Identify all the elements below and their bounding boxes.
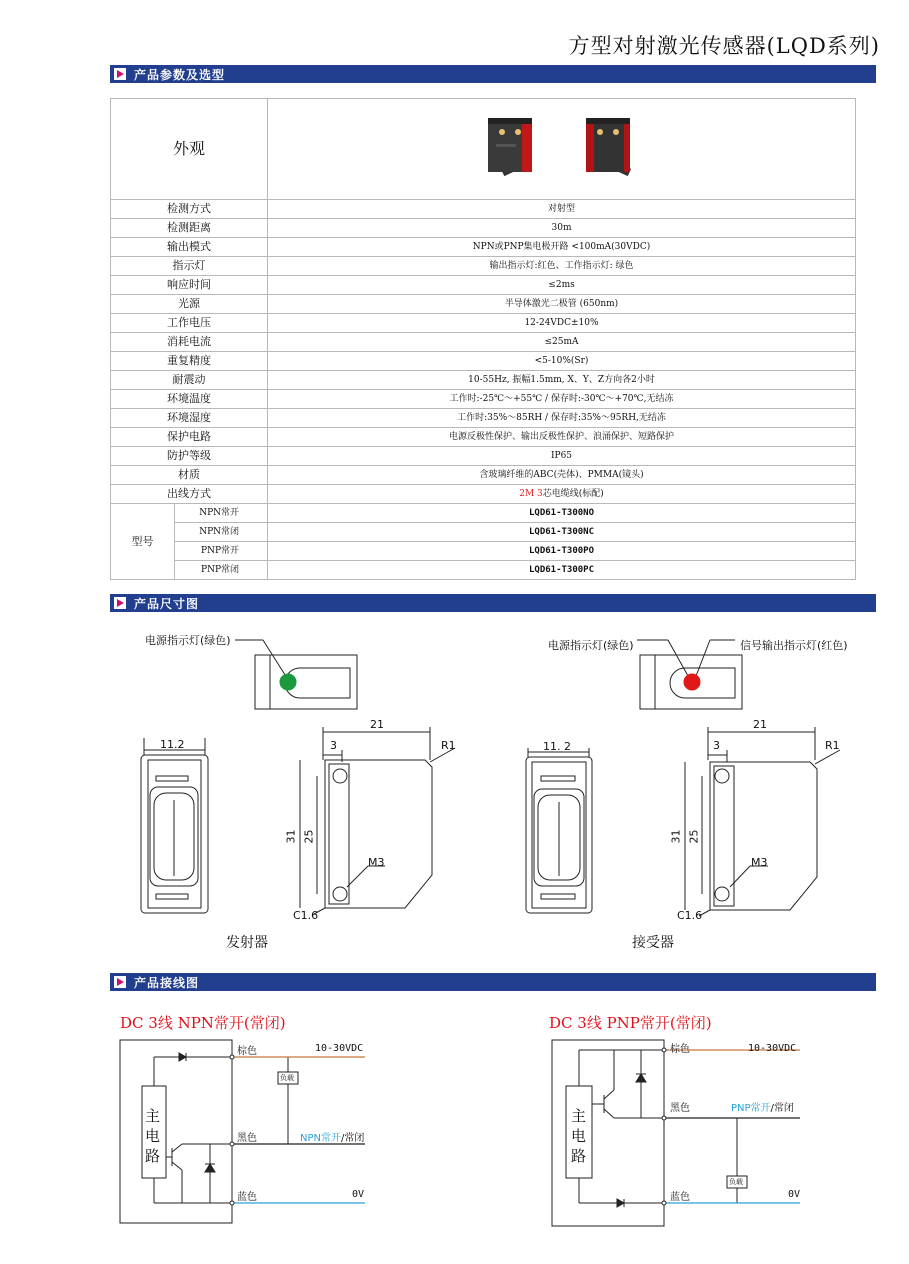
- sensor-photo-image: [462, 104, 662, 188]
- section-title: 产品尺寸图: [134, 597, 200, 611]
- spec-row: [111, 238, 856, 257]
- npn-load-label: 负载: [280, 1074, 294, 1082]
- pnp-wiring-title: DC 3线 PNP常开(常闭): [549, 1014, 712, 1032]
- spec-value: 对射型: [268, 200, 856, 219]
- spec-value: 10-55Hz, 振幅1.5mm, X、Y、Z方向各2小时: [268, 371, 856, 390]
- power-led-label-right: 电源指示灯(绿色): [548, 639, 634, 652]
- section-arrow-icon: [114, 976, 126, 988]
- product-photos: [268, 99, 856, 200]
- section-title: 产品接线图: [134, 976, 200, 990]
- spec-row: [111, 447, 856, 466]
- spec-value: 12-24VDC±10%: [268, 314, 856, 333]
- appearance-label: 外观: [111, 99, 268, 200]
- power-led-label-left: 电源指示灯(绿色): [145, 634, 231, 647]
- spec-row: [111, 257, 856, 276]
- spec-key: 环境湿度: [111, 409, 268, 428]
- spec-row: [111, 314, 856, 333]
- spec-row: [111, 333, 856, 352]
- spec-value: 工作时:-25℃～+55℃ / 保存时:-30℃～+70℃,无结冻: [268, 390, 856, 409]
- emitter-caption: 发射器: [226, 935, 268, 951]
- dim-offset-left: 3: [330, 739, 337, 752]
- spec-key: 检测距离: [111, 219, 268, 238]
- dim-height-right: 31: [669, 829, 683, 844]
- spec-value: ≤2ms: [268, 276, 856, 295]
- receiver-caption: 接受器: [632, 935, 674, 951]
- npn-brown-label: 棕色: [237, 1046, 257, 1057]
- npn-output-label: [300, 1129, 364, 1144]
- dim-length-left: 21: [370, 718, 384, 731]
- spec-key: 耐震动: [111, 371, 268, 390]
- model-code: LQD61-T300PC: [268, 561, 856, 580]
- dim-thread-left: M3: [368, 856, 385, 869]
- dim-radius-right: R1: [825, 739, 840, 752]
- dim-thread-right: M3: [751, 856, 768, 869]
- appearance-row: [111, 99, 856, 200]
- spec-key: 材质: [111, 466, 268, 485]
- dim-width-left: 11.2: [160, 738, 185, 751]
- spec-key: 消耗电流: [111, 333, 268, 352]
- spec-key: 响应时间: [111, 276, 268, 295]
- pnp-output-label: [731, 1099, 794, 1114]
- npn-wiring-title: DC 3线 NPN常开(常闭): [120, 1014, 286, 1032]
- model-row: [111, 504, 856, 523]
- section-arrow-icon: [114, 68, 126, 80]
- model-label: 型号: [111, 504, 175, 580]
- dim-chamfer-right: C1.6: [677, 909, 703, 922]
- npn-nc-text: /常闭: [341, 1133, 365, 1144]
- dim-hole-right: 25: [687, 829, 701, 844]
- npn-0v-label: 0V: [352, 1189, 365, 1200]
- spec-row: [111, 409, 856, 428]
- model-variant: NPN常开: [175, 504, 268, 523]
- spec-value: 含玻璃纤维的ABC(壳体)、PMMA(镜头): [268, 466, 856, 485]
- npn-black-label: 黑色: [237, 1133, 257, 1144]
- cable-value: [268, 485, 856, 504]
- spec-row: [111, 352, 856, 371]
- section-bar-dimensions: [110, 594, 876, 612]
- spec-value: IP65: [268, 447, 856, 466]
- spec-key: 光源: [111, 295, 268, 314]
- npn-main-circuit-label: 主电路: [145, 1107, 161, 1165]
- model-code: LQD61-T300NO: [268, 504, 856, 523]
- spec-row: [111, 371, 856, 390]
- model-variant: PNP常闭: [175, 561, 268, 580]
- spec-key: 检测方式: [111, 200, 268, 219]
- npn-vdc-label: 10-30VDC: [315, 1043, 364, 1054]
- cable-length: 2M 3: [519, 489, 543, 499]
- spec-value: 30m: [268, 219, 856, 238]
- section-bar-params: [110, 65, 876, 83]
- spec-key: 工作电压: [111, 314, 268, 333]
- spec-row: [111, 428, 856, 447]
- spec-value: NPN或PNP集电极开路 <100mA(30VDC): [268, 238, 856, 257]
- section-arrow-icon: [114, 597, 126, 609]
- spec-value: <5-10%(Sr): [268, 352, 856, 371]
- spec-value: 工作时:35%～85RH / 保存时:35%～95RH,无结冻: [268, 409, 856, 428]
- spec-key: 输出模式: [111, 238, 268, 257]
- pnp-no-text: PNP常开: [731, 1103, 771, 1114]
- spec-value: 输出指示灯:红色、工作指示灯: 绿色: [268, 257, 856, 276]
- model-code: LQD61-T300NC: [268, 523, 856, 542]
- pnp-0v-label: 0V: [788, 1189, 801, 1200]
- dim-height-left: 31: [284, 829, 298, 844]
- spec-row: [111, 390, 856, 409]
- cable-key: 出线方式: [111, 485, 268, 504]
- model-row: [111, 542, 856, 561]
- signal-led-label: 信号输出指示灯(红色): [740, 639, 848, 652]
- spec-row: [111, 219, 856, 238]
- spec-value: 电源反极性保护、输出反极性保护、浪涌保护、短路保护: [268, 428, 856, 447]
- spec-key: 保护电路: [111, 428, 268, 447]
- cable-type: 芯电缆线(标配): [542, 489, 604, 499]
- pnp-vdc-label: 10-30VDC: [748, 1043, 797, 1054]
- spec-value: ≤25mA: [268, 333, 856, 352]
- spec-key: 重复精度: [111, 352, 268, 371]
- spec-value: 半导体激光二极管 (650nm): [268, 295, 856, 314]
- pnp-load-label: 负载: [729, 1178, 743, 1186]
- dim-chamfer-left: C1.6: [293, 909, 319, 922]
- spec-row: [111, 276, 856, 295]
- dim-offset-right: 3: [713, 739, 720, 752]
- page-title: 方型对射激光传感器(LQD系列): [568, 34, 880, 58]
- model-row: [111, 561, 856, 580]
- dim-length-right: 21: [753, 718, 767, 731]
- npn-blue-label: 蓝色: [237, 1192, 257, 1203]
- spec-row: [111, 295, 856, 314]
- spec-table: [110, 98, 856, 580]
- pnp-blue-label: 蓝色: [670, 1192, 690, 1203]
- npn-no-text: NPN常开: [300, 1133, 341, 1144]
- spec-row: [111, 200, 856, 219]
- cable-row: [111, 485, 856, 504]
- dim-width-right: 11. 2: [543, 740, 571, 753]
- section-bar-wiring: [110, 973, 876, 991]
- spec-key: 防护等级: [111, 447, 268, 466]
- model-row: [111, 523, 856, 542]
- model-variant: PNP常开: [175, 542, 268, 561]
- pnp-main-circuit-label: 主电路: [571, 1107, 587, 1165]
- dim-hole-left: 25: [302, 829, 316, 844]
- model-code: LQD61-T300PO: [268, 542, 856, 561]
- section-title: 产品参数及选型: [134, 68, 226, 82]
- dim-radius-left: R1: [441, 739, 456, 752]
- spec-row: [111, 466, 856, 485]
- pnp-brown-label: 棕色: [670, 1044, 690, 1055]
- spec-key: 环境温度: [111, 390, 268, 409]
- spec-key: 指示灯: [111, 257, 268, 276]
- model-variant: NPN常闭: [175, 523, 268, 542]
- pnp-black-label: 黑色: [670, 1103, 690, 1114]
- pnp-nc-text: /常闭: [770, 1103, 794, 1114]
